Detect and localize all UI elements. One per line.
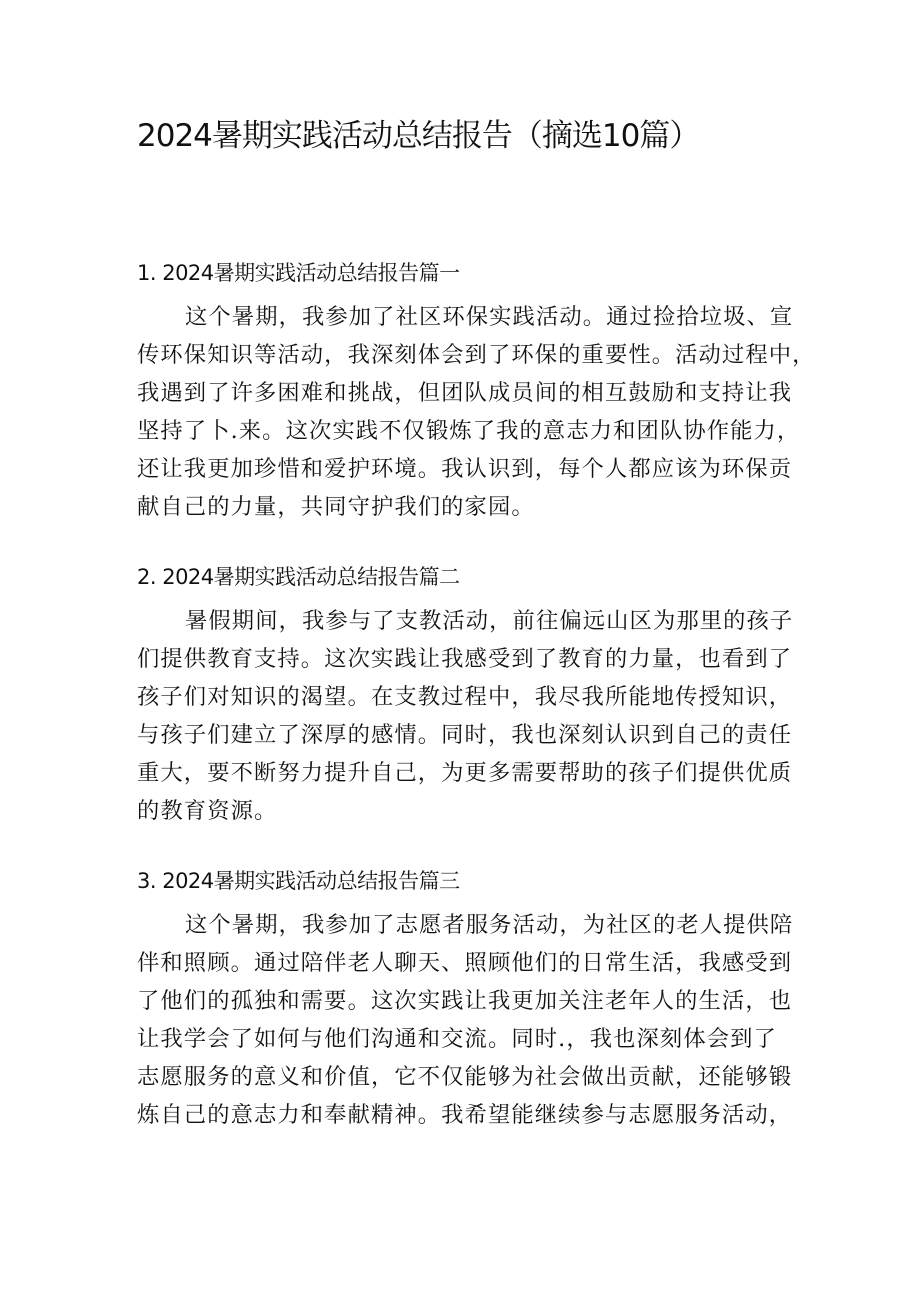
paragraph-line: 伴和照顾。通过陪伴老人聊天、照顾他们的日常生活，我感受到 (137, 950, 793, 976)
paragraph-line: 与孩子们建立了深厚的感情。同时，我也深刻认识到自己的责任 (137, 722, 793, 748)
section-paragraph-1 (137, 298, 816, 526)
section-heading-2: 2. 2024暑期实践活动总结报告篇二 (137, 565, 460, 589)
paragraph-line: 这个暑期，我参加了社区环保实践活动。通过捡拾垃圾、宣 (185, 304, 794, 330)
paragraph-line: 们提供教育支持。这次实践让我感受到了教育的力量，也看到了 (137, 646, 793, 672)
section-heading-1: 1. 2024暑期实践活动总结报告篇一 (137, 261, 460, 285)
section-paragraph-3 (137, 906, 794, 1134)
paragraph-line: 的教育资源。 (137, 798, 278, 824)
paragraph-line: 了他们的孤独和需要。这次实践让我更加关注老年人的生活，也 (137, 988, 793, 1014)
paragraph-line: 志愿服务的意义和价值，它不仅能够为社会做出贡献，还能够锻 (137, 1064, 793, 1090)
paragraph-line: 我遇到了许多困难和挑战，但团队成员间的相互鼓励和支持让我 (137, 380, 793, 406)
paragraph-line: 让我学会了如何与他们沟通和交流。同时.，我也深刻体会到了 (137, 1026, 777, 1052)
section-heading-3: 3. 2024暑期实践活动总结报告篇三 (137, 869, 460, 893)
paragraph-line: 坚持了卜.来。这次实践不仅锻炼了我的意志力和团队协作能力， (137, 418, 801, 444)
paragraph-line: 炼自己的意志力和奉献精神。我希望能继续参与志愿服务活动， (137, 1102, 793, 1128)
document-title: 2024暑期实践活动总结报告（摘选10篇） (137, 118, 700, 154)
section-paragraph-2 (137, 602, 794, 830)
paragraph-line: 重大，要不断努力提升自己，为更多需要帮助的孩子们提供优质 (137, 760, 793, 786)
paragraph-line: 这个暑期，我参加了志愿者服务活动，为社区的老人提供陪 (185, 912, 794, 938)
paragraph-line: 孩子们对知识的渴望。在支教过程中，我尽我所能地传授知识， (137, 684, 793, 710)
paragraph-line: 传环保知识等活动，我深刻体会到了环保的重要性。活动过程中， (137, 342, 816, 368)
paragraph-line: 献自己的力量，共同守护我们的家园。 (137, 494, 535, 520)
paragraph-line: 暑假期间，我参与了支教活动，前往偏远山区为那里的孩子 (185, 608, 794, 634)
paragraph-line: 还让我更加珍惜和爱护环境。我认识到，每个人都应该为环保贡 (137, 456, 793, 482)
